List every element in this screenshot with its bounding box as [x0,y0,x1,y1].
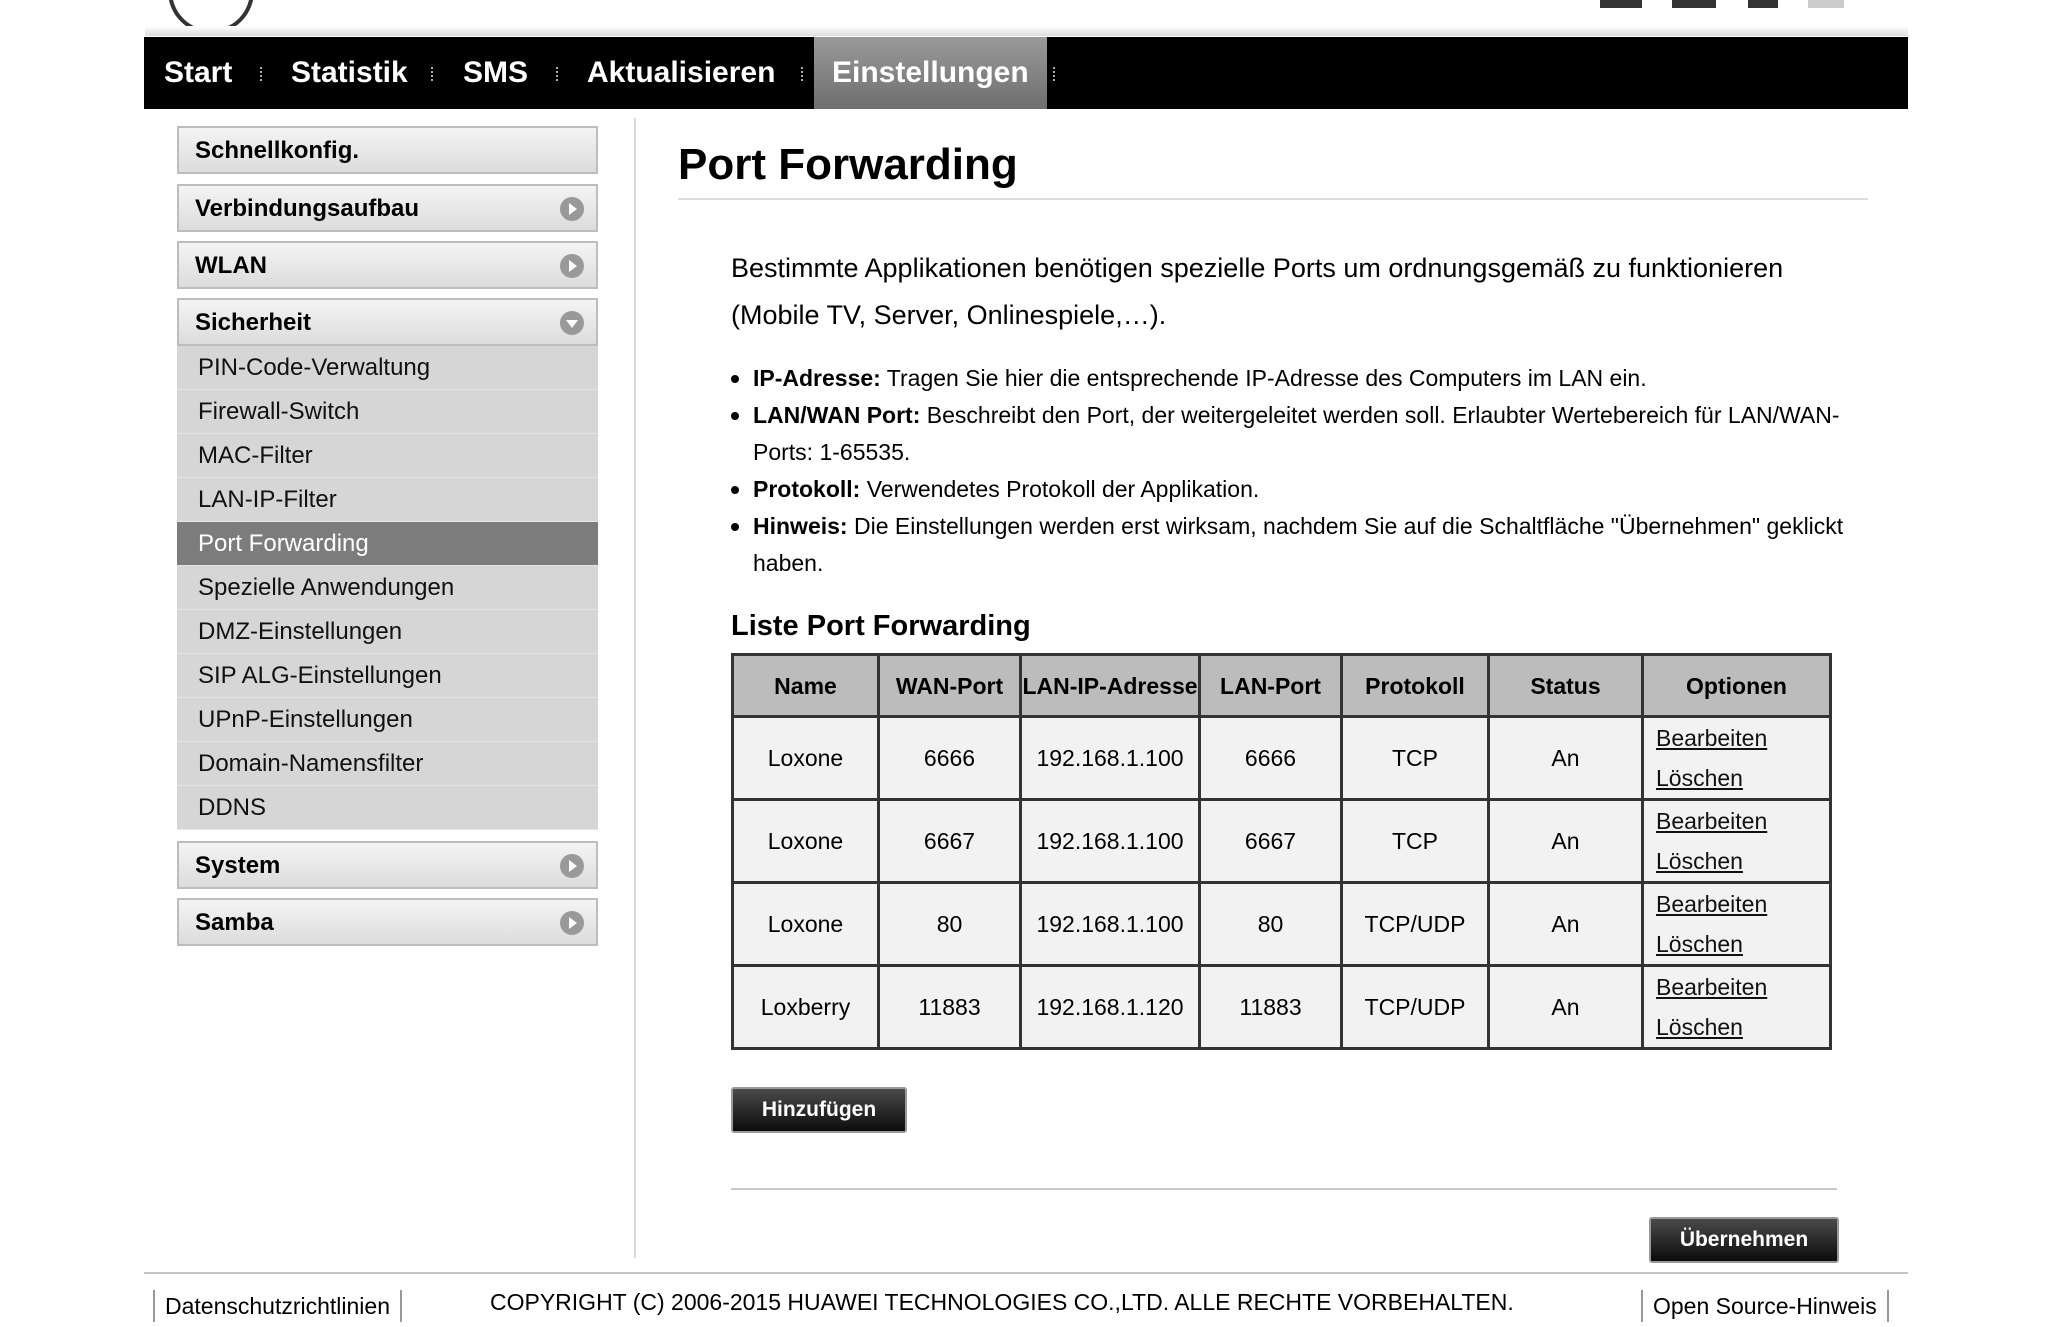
add-button[interactable]: Hinzufügen [731,1087,907,1133]
data-transfer-icon [1748,0,1778,8]
sidebar-item-mac-filter[interactable]: MAC-Filter [177,434,598,478]
cell-status: An [1489,800,1643,883]
network-globe-icon [1808,0,1844,8]
nav-sms[interactable]: SMS [463,56,529,89]
cell-protocol: TCP [1342,800,1489,883]
cell-name: Loxone [733,800,879,883]
cell-wan-port: 80 [879,883,1021,966]
sidebar-section-label: Sicherheit [195,309,312,336]
cell-lan-ip: 192.168.1.100 [1021,717,1200,800]
signal-strength-icon [1672,0,1716,8]
footer-divider [144,1272,1908,1274]
column-header: Name [733,655,879,717]
sidebar-item-ddns[interactable]: DDNS [177,786,598,830]
cell-lan-port: 6667 [1200,800,1342,883]
table-header-row [733,655,1831,717]
nav-separator [431,67,436,81]
sidebar-item-firewall-switch[interactable]: Firewall-Switch [177,390,598,434]
cell-lan-port: 11883 [1200,966,1342,1049]
help-text: Verwendetes Protokoll der Applikation. [860,476,1260,502]
edit-link[interactable]: Bearbeiten [1656,891,1768,917]
cell-wan-port: 11883 [879,966,1021,1049]
chevron-right-icon [560,254,584,278]
cell-status: An [1489,883,1643,966]
security-submenu [177,346,598,830]
page-title: Port Forwarding [678,140,1018,189]
cell-lan-port: 80 [1200,883,1342,966]
sidebar-wlan[interactable] [177,241,598,289]
cell-wan-port: 6666 [879,717,1021,800]
apply-button[interactable]: Übernehmen [1649,1217,1839,1263]
privacy-link[interactable]: Datenschutzrichtlinien [153,1290,402,1322]
sidebar-item-upnp[interactable]: UPnP-Einstellungen [177,698,598,742]
cell-protocol: TCP/UDP [1342,966,1489,1049]
sidebar-item-dmz[interactable]: DMZ-Einstellungen [177,610,598,654]
cell-options [1643,883,1831,966]
edit-link[interactable]: Bearbeiten [1656,808,1768,834]
cell-status: An [1489,717,1643,800]
cell-wan-port: 6667 [879,800,1021,883]
column-header: Status [1489,655,1643,717]
nav-statistik[interactable]: Statistik [291,56,408,89]
status-icons [1600,0,1860,10]
help-text: Tragen Sie hier die entsprechende IP-Adresse des Computers im LAN ein. [880,365,1647,391]
sidebar-section-label: Schnellkonfig. [195,137,360,164]
nav-separator [556,67,561,81]
open-source-link[interactable]: Open Source-Hinweis [1641,1290,1889,1322]
cell-lan-port: 6666 [1200,717,1342,800]
help-list [731,360,1861,582]
delete-link[interactable]: Löschen [1656,931,1743,957]
content-divider [634,118,636,1258]
delete-link[interactable]: Löschen [1656,765,1743,791]
help-item [731,471,1861,508]
list-title: Liste Port Forwarding [731,610,1031,642]
sms-envelope-icon[interactable] [1600,0,1642,8]
sidebar-item-special-apps[interactable]: Spezielle Anwendungen [177,566,598,610]
sidebar-system[interactable] [177,841,598,889]
main-nav [144,37,1908,109]
form-divider [731,1188,1837,1190]
sidebar-schnellkonfig[interactable] [177,126,598,174]
sidebar-item-lan-ip-filter[interactable]: LAN-IP-Filter [177,478,598,522]
table-row [733,966,1831,1049]
topbar-shadow [145,26,1908,36]
nav-aktualisieren[interactable]: Aktualisieren [587,56,776,89]
sidebar-item-port-forwarding[interactable]: Port Forwarding [177,522,598,566]
copyright-text: COPYRIGHT (C) 2006-2015 HUAWEI TECHNOLOGIES CO.,LTD. ALLE RECHTE VORBEHALTEN. [490,1289,1514,1315]
column-header: Protokoll [1342,655,1489,717]
cell-options [1643,717,1831,800]
nav-einstellungen[interactable]: Einstellungen [814,37,1047,109]
help-term: Hinweis: [753,513,848,539]
help-term: LAN/WAN Port: [753,402,921,428]
column-header: WAN-Port [879,655,1021,717]
help-term: Protokoll: [753,476,861,502]
cell-status: An [1489,966,1643,1049]
top-status-bar [0,0,2048,36]
help-item [731,508,1861,582]
cell-options [1643,800,1831,883]
sidebar-section-label: Verbindungsaufbau [195,195,420,222]
sidebar-samba[interactable] [177,898,598,946]
sidebar-verbindungsaufbau[interactable] [177,184,598,232]
edit-link[interactable]: Bearbeiten [1656,974,1768,1000]
nav-separator [260,67,265,81]
nav-separator [1053,67,1058,81]
cell-lan-ip: 192.168.1.100 [1021,883,1200,966]
nav-start[interactable]: Start [164,56,233,89]
chevron-right-icon [560,197,584,221]
port-forwarding-table [731,653,1832,1050]
cell-lan-ip: 192.168.1.100 [1021,800,1200,883]
sidebar-section-label: System [195,852,281,879]
column-header: LAN-IP-Adresse [1021,655,1200,717]
sidebar-item-pin-code[interactable]: PIN-Code-Verwaltung [177,346,598,390]
cell-name: Loxberry [733,966,879,1049]
delete-link[interactable]: Löschen [1656,848,1743,874]
chevron-down-icon [560,311,584,335]
table-row [733,800,1831,883]
help-item [731,360,1861,397]
sidebar-section-label: Samba [195,909,274,936]
edit-link[interactable]: Bearbeiten [1656,725,1768,751]
delete-link[interactable]: Löschen [1656,1014,1743,1040]
help-text: Die Einstellungen werden erst wirksam, nachdem Sie auf die Schaltfläche "Übernehmen" geklickt haben. [753,513,1844,576]
cell-name: Loxone [733,717,879,800]
chevron-right-icon [560,911,584,935]
help-item [731,397,1861,471]
title-divider [678,198,1868,200]
table-row [733,717,1831,800]
help-text: Beschreibt den Port, der weitergeleitet werden soll. Erlaubter Wertebereich für LAN/WAN-Ports: 1-65535. [753,402,1840,465]
table-row [733,883,1831,966]
intro-text: Bestimmte Applikationen benötigen spezielle Ports um ordnungsgemäß zu funktionieren (Mobile TV, Server, Onlinespiele,…). [731,253,1784,330]
chevron-right-icon [560,854,584,878]
cell-protocol: TCP/UDP [1342,883,1489,966]
cell-protocol: TCP [1342,717,1489,800]
cell-name: Loxone [733,883,879,966]
sidebar-section-label: WLAN [195,252,267,279]
help-term: IP-Adresse: [753,365,881,391]
sidebar-item-sip-alg[interactable]: SIP ALG-Einstellungen [177,654,598,698]
column-header: Optionen [1643,655,1831,717]
sidebar-item-domain-filter[interactable]: Domain-Namensfilter [177,742,598,786]
column-header: LAN-Port [1200,655,1342,717]
sidebar-sicherheit[interactable] [177,298,598,346]
nav-separator [801,67,806,81]
cell-lan-ip: 192.168.1.120 [1021,966,1200,1049]
cell-options [1643,966,1831,1049]
